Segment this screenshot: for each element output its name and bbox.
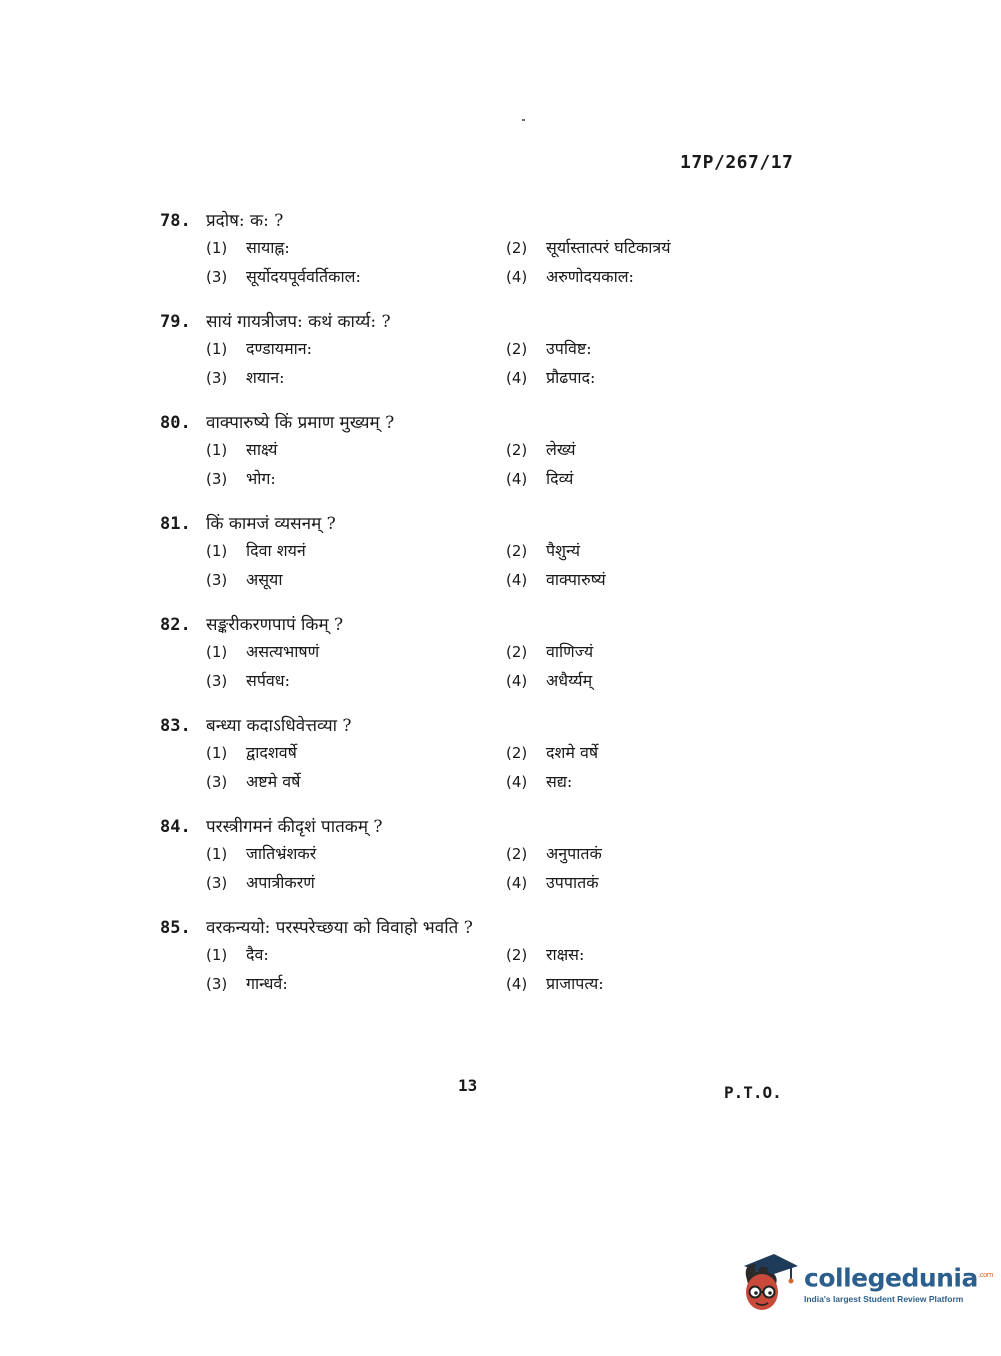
question-84 [160,814,720,915]
option-4 [506,467,766,491]
option-number: (1) [206,845,228,863]
question-list [160,208,720,1016]
option-number: (1) [206,340,228,358]
option-number: (4) [506,672,528,690]
option-number: (3) [206,470,228,488]
option-number: (4) [506,369,528,387]
question-number: 84. [160,817,191,837]
question-header [160,208,720,236]
option-text: दिवा शयनं [246,541,306,560]
option-text: अधैर्य्यम् [546,671,593,690]
paper-code: 17P/267/17 [680,152,794,173]
option-2 [506,438,766,462]
option-grid [160,842,720,895]
option-number: (3) [206,975,228,993]
option-3 [206,467,506,491]
option-text: राक्षस: [546,945,585,964]
option-number: (4) [506,571,528,589]
option-3 [206,669,506,693]
option-1 [206,236,506,260]
option-2 [506,539,766,563]
option-text: द्वादशवर्षे [246,743,297,762]
question-82 [160,612,720,713]
option-text: दण्डायमान: [246,339,313,358]
option-number: (1) [206,946,228,964]
option-text: वाणिज्यं [546,642,594,661]
option-text: प्राजापत्य: [546,974,604,993]
collegedunia-watermark [738,1248,994,1318]
option-grid [160,539,720,592]
question-header [160,814,720,842]
option-text: सूर्योदयपूर्ववर्तिकाल: [246,267,361,286]
question-83 [160,713,720,814]
option-number: (2) [506,542,528,560]
question-number: 83. [160,716,191,736]
option-number: (4) [506,773,528,791]
option-number: (2) [506,239,528,257]
option-number: (3) [206,773,228,791]
option-text: गान्धर्व: [246,974,288,993]
question-85 [160,915,720,1016]
option-4 [506,366,766,390]
option-4 [506,972,766,996]
option-number: (4) [506,975,528,993]
option-number: (3) [206,369,228,387]
option-text: अपात्रीकरणं [246,873,315,892]
question-text: वाक्पारुष्ये किं प्रमाण मुख्यम् ? [206,413,395,433]
option-2 [506,842,766,866]
option-1 [206,337,506,361]
option-2 [506,337,766,361]
question-header [160,410,720,438]
option-grid [160,741,720,794]
option-text: वाक्पारुष्यं [546,570,606,589]
option-text: उपपातकं [546,873,599,892]
question-80 [160,410,720,511]
question-header [160,713,720,741]
option-2 [506,741,766,765]
option-3 [206,366,506,390]
mascot-logo-icon [738,1250,800,1316]
question-81 [160,511,720,612]
option-number: (4) [506,470,528,488]
question-number: 81. [160,514,191,534]
option-4 [506,871,766,895]
option-number: (2) [506,340,528,358]
option-text: दिव्यं [546,469,574,488]
option-grid [160,337,720,390]
question-79 [160,309,720,410]
option-number: (1) [206,239,228,257]
option-2 [506,640,766,664]
question-text: सायं गायत्रीजप: कथं कार्य्य: ? [206,312,391,332]
question-number: 78. [160,211,191,231]
option-1 [206,539,506,563]
option-1 [206,842,506,866]
watermark-brand [804,1261,993,1292]
option-grid [160,236,720,289]
option-number: (3) [206,874,228,892]
option-3 [206,265,506,289]
pto-label: P.T.O. [724,1083,782,1102]
question-header [160,309,720,337]
option-number: (2) [506,946,528,964]
question-text: परस्त्रीगमनं कीदृशं पातकम् ? [206,817,383,837]
option-number: (2) [506,643,528,661]
option-text: अनुपातकं [546,844,602,863]
scan-speck [522,119,525,121]
question-text: वरकन्ययो: परस्परेच्छया को विवाहो भवति ? [206,918,473,938]
option-grid [160,438,720,491]
option-text: साक्ष्यं [246,440,278,459]
option-number: (2) [506,441,528,459]
question-text: प्रदोष: क: ? [206,211,284,231]
question-text: किं कामजं व्यसनम् ? [206,514,336,534]
option-1 [206,943,506,967]
option-number: (3) [206,268,228,286]
option-number: (1) [206,643,228,661]
option-number: (1) [206,542,228,560]
option-text: सद्य: [546,772,573,791]
question-78 [160,208,720,309]
question-text: सङ्करीकरणपापं किम् ? [206,615,344,635]
option-number: (4) [506,874,528,892]
option-grid [160,640,720,693]
question-number: 80. [160,413,191,433]
option-number: (1) [206,744,228,762]
option-number: (3) [206,672,228,690]
option-3 [206,871,506,895]
option-text: उपविष्ट: [546,339,592,358]
option-3 [206,770,506,794]
option-text: अरुणोदयकाल: [546,267,634,286]
watermark-text [804,1261,993,1304]
option-text: जातिभ्रंशकरं [246,844,317,863]
option-4 [506,265,766,289]
option-1 [206,741,506,765]
question-number: 85. [160,918,191,938]
option-text: लेख्यं [546,440,576,459]
option-number: (4) [506,268,528,286]
option-text: सर्पवध: [246,671,291,690]
option-text: दैव: [246,945,269,964]
watermark-tagline: India's largest Student Review Platform [804,1293,964,1304]
option-text: सायाह्न: [246,238,290,257]
option-text: शयान: [246,368,285,387]
option-1 [206,640,506,664]
option-2 [506,943,766,967]
option-text: अष्टमे वर्षे [246,772,301,791]
option-3 [206,972,506,996]
option-text: पैशुन्यं [546,541,580,560]
option-4 [506,770,766,794]
question-header [160,612,720,640]
option-text: प्रौढपाद: [546,368,596,387]
watermark-brand-name: collegedunia [804,1263,978,1293]
question-header [160,915,720,943]
option-text: दशमे वर्षे [546,743,599,762]
option-4 [506,568,766,592]
option-text: असूया [246,570,283,589]
option-3 [206,568,506,592]
page-number: 13 [458,1076,478,1095]
question-text: बन्ध्या कदाऽधिवेत्तव्या ? [206,716,352,736]
watermark-brand-suffix: .com [977,1271,994,1280]
option-2 [506,236,766,260]
option-number: (2) [506,845,528,863]
option-number: (3) [206,571,228,589]
option-number: (1) [206,441,228,459]
option-text: सूर्यास्तात्परं घटिकात्रयं [546,238,671,257]
option-number: (2) [506,744,528,762]
option-grid [160,943,720,996]
question-number: 82. [160,615,191,635]
option-1 [206,438,506,462]
option-4 [506,669,766,693]
question-header [160,511,720,539]
option-text: असत्यभाषणं [246,642,320,661]
question-number: 79. [160,312,191,332]
option-text: भोग: [246,469,276,488]
